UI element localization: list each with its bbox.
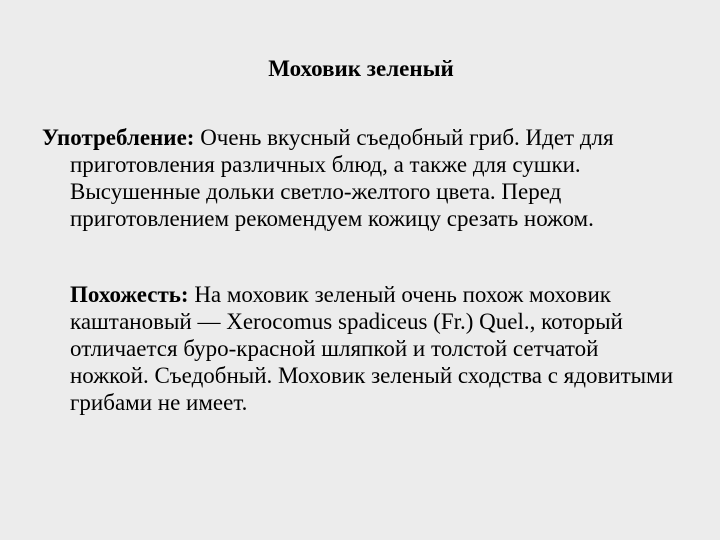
similarity-text: На моховик зеленый очень похож моховик каштановый — Xerocomus spadiceus (Fr.) Quel., который отличается буро-красной шляпкой и толстой сетчатой ножкой. Съедобный. Моховик зеленый сходства с ядовитыми грибами не имеет. <box>70 282 673 415</box>
usage-paragraph <box>42 124 710 232</box>
similarity-paragraph <box>70 281 680 416</box>
similarity-label: Похожесть: <box>70 282 189 307</box>
slide-title <box>0 52 718 86</box>
usage-label: Употребление: <box>42 125 195 150</box>
usage-text: Очень вкусный съедобный гриб. Идет для приготовления различных блюд, а также для сушки. Высушенные дольки светло-желтого цвета. Перед приготовлением рекомендуем кожицу срезать ножом. <box>70 125 614 231</box>
slide-title-text: Моховик зеленый <box>268 56 454 81</box>
